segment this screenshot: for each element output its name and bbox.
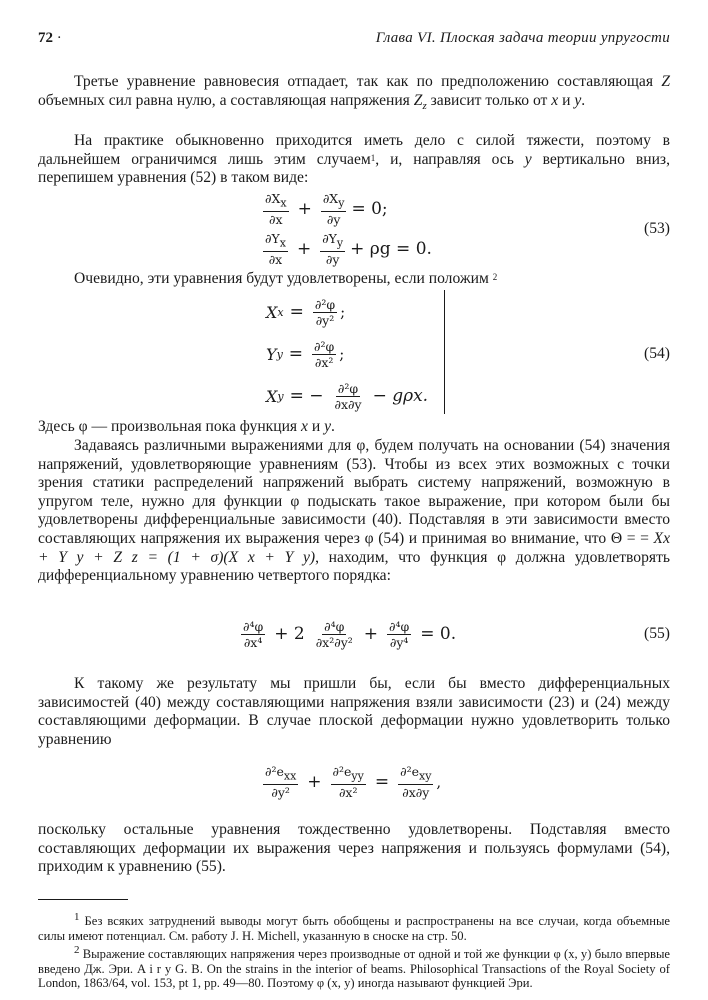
paragraph-5: Задаваясь различными выражениями для φ, будем получать на основании (54) значения напряжений, удовлетворяющие уравнениям (53). Чтобы из всех этих возможных с точки зрения статики распределений напряжений выбрать систему напряжений, возможную в упругом теле, нужно для функции φ подыскать такое выражение, при котором были бы удовлетворены дифференциальные зависимости (40). Подставляя в эти зависимости вместо составляющих напряжения их выражения через φ (54) и принимая во внимание, что Θ = = Xx + Y y + Z z = (1 + σ)(X x + Y y), находим, что функция φ должна удовлетворять дифференциальному уравнению четвертого порядка:	[38, 437, 670, 585]
paragraph-1: Третье уравнение равновесия отпадает, так как по предположению составляющая Z объемных сил равна нулю, а составляющая напряжения $Z_z$ зависит только от x и y.	[38, 73, 670, 112]
right-brace	[436, 290, 445, 414]
equation-number-55: (55)	[644, 625, 670, 642]
page-number: 72 ·	[38, 30, 62, 47]
footnote-2: $^2$ Выражение составляющих напряжения через производные от одной и той же функции φ (x, y) было впервые введено Дж. Эри. A i r y G. B. On the strains in the interior of beams. Philosophical Transactions of the Royal Society of London, 1863/64, vol. 153, pt 1, pp. 49—80. Поэтому φ (x, y) иногда называют функцией Эри.	[38, 944, 670, 990]
paragraph-4: Здесь φ — произвольная пока функция x и y.	[38, 418, 335, 435]
footnote-divider	[38, 899, 128, 900]
paragraph-2: На практике обыкновенно приходится иметь дело с силой тяжести, поэтому в дальнейшем ограничимся лишь этим случаем$^1$, и, направляя ось y вертикально вниз, перепишем уравнения (52) в таком виде:	[38, 132, 670, 187]
running-title: Глава VI. Плоская задача теории упругости	[375, 30, 670, 46]
paragraph-3: Очевидно, эти уравнения будут удовлетворены, если положим $^2$	[74, 270, 498, 287]
frac-dYx-dx: $\frac{\partial Y_x}{\partial x}$	[265, 231, 286, 267]
footnote-ref-2[interactable]: 2	[492, 272, 498, 282]
page-header	[38, 30, 670, 52]
equation-number-54: (54)	[644, 345, 670, 362]
footnote-ref-1[interactable]: 1	[370, 152, 376, 163]
equation-54: X x = $\frac{\text{∂²φ}}{\text{∂y²}}$ ; Y y = $\frac{\text{∂²φ}}{\text{∂x²}}$ ; X y = − $\frac{\text{∂²φ}}{\partial x\partial y}$ − gρx. (54)	[38, 290, 670, 418]
frac-dXy-dy: $\frac{\partial X_y}{\partial y}$	[322, 191, 345, 227]
equation-55: $\frac{\text{∂⁴φ}}{\text{∂x⁴}}$ + 2 $\frac{\text{∂⁴φ}}{\text{∂x²∂y²}}$ + $\frac{\text{∂⁴φ}}{\text{∂y⁴}}$ = 0. (55)	[243, 618, 670, 650]
page	[38, 30, 670, 990]
footnote-1: $^1$ Без всяких затруднений выводы могут быть обобщены и распространены на все случаи, когда объемные силы имеют потенциал. См. работу J. H. Michell, указанную в сноске на стр. 50.	[38, 911, 670, 943]
equation-strain-compatibility: $\frac{\partial^2e_{xx}}{\text{∂y²}}$ + $\frac{\partial^2e_{yy}}{\text{∂x²}}$ = $\frac{\partial^2e_{xy}}{\partial x\partial y}$ ,	[265, 764, 442, 800]
equation-53: $\frac{\partial X_x}{\partial x}$ + $\frac{\partial X_y}{\partial y}$ = 0; $\frac{\partial Y_x}{\partial x}$ + $\frac{\partial Y_y}{\partial y}$ + ρg = 0. (53)	[265, 191, 670, 267]
paragraph-6: К такому же результату мы пришли бы, если бы вместо дифференциальных зависимостей (40) между составляющими напряжения взяли зависимости (23) и (24) между составляющими деформации. В случае плоской деформации нужно удовлетворить только уравнению	[38, 675, 670, 748]
frac-dXx-dx: $\frac{\partial X_x}{\partial x}$	[265, 191, 287, 227]
paragraph-7: поскольку остальные уравнения тождественно удовлетворены. Подставляя вместо составляющих деформации их выражения через напряжения и пользуясь формулами (54), приходим к уравнению (55).	[38, 821, 670, 876]
frac-dYy-dy: $\frac{\partial Y_y}{\partial y}$	[322, 231, 344, 267]
equation-number-53: (53)	[644, 220, 670, 237]
